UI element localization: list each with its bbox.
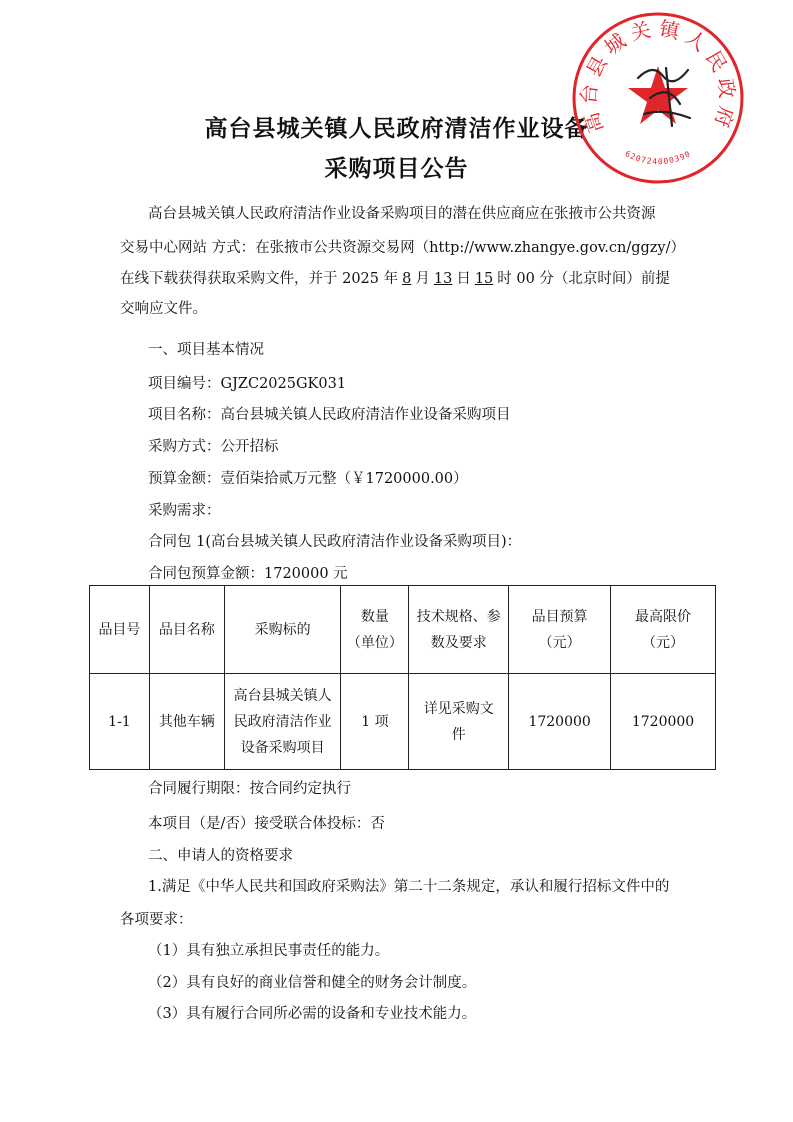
- table-header-row: [90, 586, 716, 674]
- requirement-1: 1.满足《中华人民共和国政府采购法》第二十二条规定，承认和履行招标文件中的: [148, 879, 670, 895]
- cell-text: 1-1: [108, 713, 131, 730]
- month-label: 月: [415, 271, 430, 287]
- table-header-row-cell: [224, 586, 341, 674]
- requirement-1-sub2: （2）具有良好的商业信誉和健全的财务会计制度。: [148, 975, 477, 991]
- cell-text: 详见采购文: [423, 700, 494, 717]
- section1-heading: 一、项目基本情况: [148, 342, 264, 358]
- package-budget: 合同包预算金额：1720000 元: [148, 566, 348, 582]
- procurement-table: [89, 585, 716, 770]
- deadline-day: 13: [433, 271, 453, 287]
- procurement-method: 采购方式：公开招标: [148, 439, 279, 455]
- cell-text: 采购标的: [254, 621, 311, 638]
- cell-text: 1720000: [631, 713, 695, 730]
- intro-line4: 交响应文件。: [120, 301, 207, 317]
- cell-text: （单位）: [346, 634, 403, 651]
- cell-text: 品目预算: [531, 608, 588, 625]
- intro-line1: 高台县城关镇人民政府清洁作业设备采购项目的潜在供应商应在张掖市公共资源: [148, 206, 656, 222]
- deadline-hour: 15: [474, 271, 494, 287]
- cell-text: 1 项: [361, 713, 389, 730]
- deadline-month: 8: [402, 271, 412, 287]
- table-row-cell: [341, 674, 409, 770]
- document-title-line1: 高台县城关镇人民政府清洁作业设备: [204, 116, 589, 142]
- requirement-1-cont: 各项要求：: [120, 912, 193, 928]
- cell-text: 设备采购项目: [240, 739, 325, 756]
- table-row-cell: [224, 674, 341, 770]
- table-row-cell: [90, 674, 150, 770]
- project-number: 项目编号：GJZC2025GK031: [148, 376, 347, 392]
- table-header-row-cell: [341, 586, 409, 674]
- table-header-row-cell: [149, 586, 224, 674]
- cell-text: 民政府清洁作业: [233, 713, 332, 730]
- table-header-row-cell: [409, 586, 509, 674]
- cell-text: 最高限价: [635, 608, 692, 625]
- seal-text: 高台县城关镇人民政府: [576, 16, 740, 137]
- consortium-bid: 本项目（是/否）接受联合体投标：否: [148, 816, 385, 832]
- section2-heading: 二、申请人的资格要求: [148, 848, 293, 864]
- cell-text: 高台县城关镇人: [233, 687, 332, 704]
- table-row-cell: [149, 674, 224, 770]
- cell-text: 件: [451, 726, 466, 743]
- project-name: 项目名称：高台县城关镇人民政府清洁作业设备采购项目: [148, 407, 511, 423]
- cell-text: 1720000: [528, 713, 591, 730]
- intro-line3: [120, 269, 670, 289]
- table-row: [90, 674, 716, 770]
- seal-code: 620724000390: [623, 149, 693, 167]
- table-row-cell: [611, 674, 716, 770]
- intro-line3-text: 在线下载获得获取采购文件，并于 2025 年: [120, 271, 399, 287]
- budget-amount: 预算金额：壹佰柒拾贰万元整（￥1720000.00）: [148, 471, 468, 487]
- table-header-row-cell: [509, 586, 611, 674]
- cell-text: 数及要求: [430, 634, 487, 651]
- official-seal: [568, 8, 748, 188]
- intro-line2: 交易中心网站 方式：在张掖市公共资源交易网（http://www.zhangye.gov.cn/ggzy/）: [120, 240, 686, 256]
- document-title-line2: 采购项目公告: [324, 156, 469, 182]
- table-header-row-cell: [90, 586, 150, 674]
- day-label: 日: [456, 271, 471, 287]
- requirement-1-sub1: （1）具有独立承担民事责任的能力。: [148, 943, 390, 959]
- requirement-1-sub3: （3）具有履行合同所必需的设备和专业技术能力。: [148, 1006, 477, 1022]
- table-header-row-cell: [611, 586, 716, 674]
- cell-text: 技术规格、参: [416, 608, 501, 625]
- time-suffix: 时 00 分（北京时间）前提: [497, 271, 670, 287]
- cell-text: 其他车辆: [158, 713, 215, 730]
- cell-text: （元）: [538, 634, 581, 651]
- cell-text: 数量: [360, 608, 389, 625]
- seal-code-text: [624, 149, 693, 166]
- contract-package: 合同包 1(高台县城关镇人民政府清洁作业设备采购项目)：: [148, 534, 522, 550]
- cell-text: 品目号: [98, 621, 141, 638]
- table-row-cell: [509, 674, 611, 770]
- cell-text: 品目名称: [158, 621, 215, 638]
- cell-text: （元）: [642, 634, 685, 651]
- contract-period: 合同履行期限：按合同约定执行: [148, 781, 351, 797]
- table-row-cell: [409, 674, 509, 770]
- procurement-demand: 采购需求：: [148, 503, 221, 519]
